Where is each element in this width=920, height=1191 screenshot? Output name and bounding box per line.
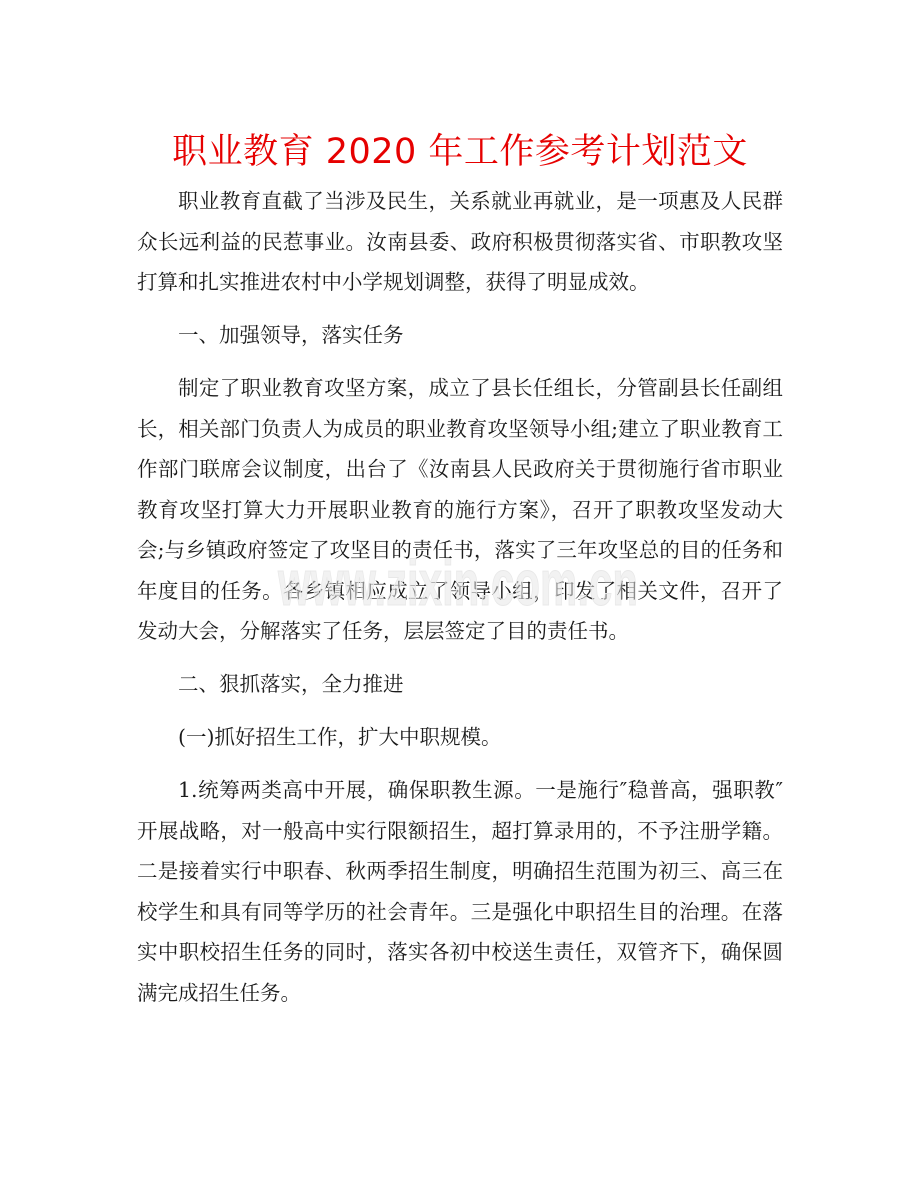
- paragraph-intro: 职业教育直截了当涉及民生，关系就业再就业，是一项惠及人民群众长远利益的民惹事业。汝南县委、政府积极贯彻落实省、市职教攻坚打算和扎实推进农村中小学规划调整，获得了明显成效。: [137, 189, 783, 294]
- paragraph-subsection-1: 1.统筹两类高中开展，确保职教生源。一是施行″稳普高，强职教″开展战略，对一般高中实行限额招生，超打算录用的，不予注册学籍。二是接着实行中职春、秋两季招生制度，明确招生范围为初三、高三在校学生和具有同等学历的社会青年。三是强化中职招生目的治理。在落实中职校招生任务的同时，落实各初中校送生责任，双管齐下，确保圆满完成招生任务。: [137, 778, 783, 1005]
- section-heading-1: 一、加强领导，落实任务: [178, 323, 404, 347]
- watermark-text: www.zixin.com.cn: [277, 547, 638, 619]
- subsection-heading-1: (一)抓好招生工作，扩大中职规模。: [178, 725, 502, 749]
- section-heading-2: 二、狠抓落实，全力推进: [178, 672, 404, 696]
- watermark-logo: [268, 535, 648, 645]
- document-title: 职业教育 2020 年工作参考计划范文: [172, 132, 748, 172]
- watermark: [268, 535, 648, 645]
- paragraph-section-1: 制定了职业教育攻坚方案，成立了县长任组长，分管副县长任副组长，相关部门负责人为成员的职业教育攻坚领导小组;建立了职业教育工作部门联席会议制度，出台了《汝南县人民政府关于贯彻施行省市职业教育攻坚打算大力开展职业教育的施行方案》，召开了职教攻坚发动大会;与乡镇政府签定了攻坚目的责任书，落实了三年攻坚总的目的任务和年度目的任务。各乡镇相应成立了领导小组，印发了相关文件，召开了发动大会，分解落实了任务，层层签定了目的责任书。: [137, 376, 783, 643]
